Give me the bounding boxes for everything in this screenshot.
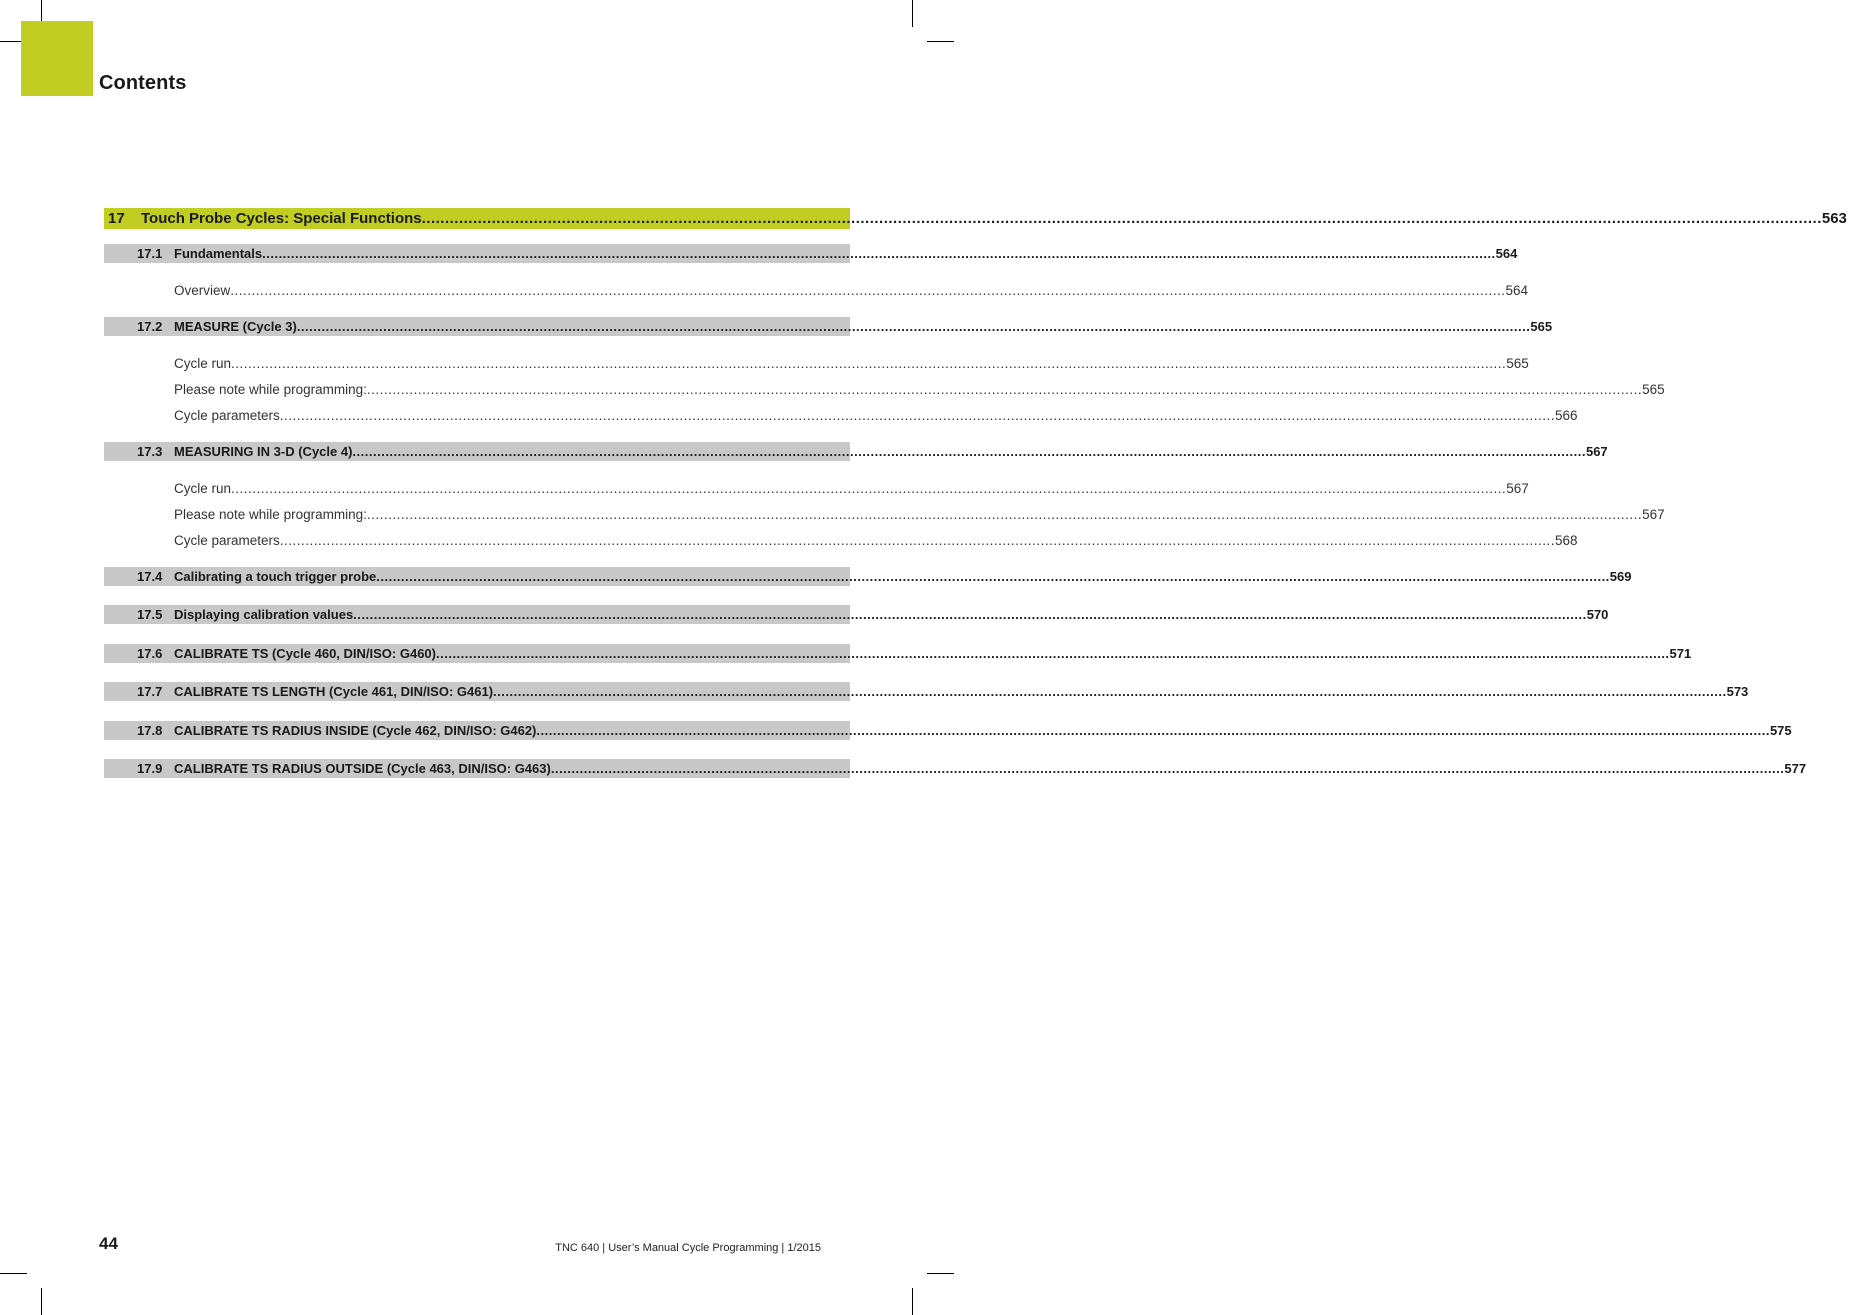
leader-dots: ............................................................................................................................................................................................................................................................................................................ <box>296 319 1531 334</box>
leader-dots: ............................................................................................................................................................................................................................................................................................................ <box>279 407 1556 423</box>
section-title: CALIBRATE TS RADIUS INSIDE (Cycle 462, DIN/ISO: G462) <box>174 723 537 738</box>
leader-dots: ............................................................................................................................................................................................................................................................................................................ <box>536 723 1770 738</box>
section-number: 17.9 <box>137 761 163 776</box>
toc-item-row[interactable] <box>104 380 1665 398</box>
leader-dots: ............................................................................................................................................................................................................................................................................................................ <box>231 355 1507 371</box>
toc-item-row[interactable] <box>104 406 1578 424</box>
item-title: Please note while programming: <box>174 381 367 397</box>
toc-item-row[interactable] <box>104 281 1529 299</box>
section-title: Calibrating a touch trigger probe <box>174 569 377 584</box>
section-number: 17.6 <box>137 646 163 661</box>
section-title: MEASURE (Cycle 3) <box>174 319 297 334</box>
toc-item-row[interactable] <box>104 505 1665 523</box>
crop-mark <box>41 1288 42 1315</box>
section-page: 575 <box>1769 723 1792 738</box>
leader-dots: ............................................................................................................................................................................................................................................................................................................ <box>262 246 1496 261</box>
item-title: Cycle parameters <box>174 532 280 548</box>
crop-mark <box>912 1288 913 1315</box>
item-title: Cycle parameters <box>174 407 280 423</box>
toc-item-row[interactable] <box>104 479 1529 497</box>
leader-dots: ............................................................................................................................................................................................................................................................................................................ <box>550 761 1785 776</box>
item-title: Overview <box>174 282 231 298</box>
chapter-accent-block <box>21 21 93 96</box>
section-page: 571 <box>1669 646 1692 661</box>
item-page: 568 <box>1555 532 1578 548</box>
leader-dots: ............................................................................................................................................................................................................................................................................................................ <box>366 381 1643 397</box>
section-title: Fundamentals <box>174 246 263 261</box>
leader-dots: ............................................................................................................................................................................................................................................................................................................ <box>353 607 1587 622</box>
toc-section-row[interactable] <box>104 244 1518 263</box>
section-number: 17.8 <box>137 723 163 738</box>
document-footer: TNC 640 | User’s Manual Cycle Programming | 1/2015 <box>555 1242 821 1254</box>
toc-section-row[interactable] <box>104 682 1749 701</box>
toc-chapter-row[interactable] <box>104 208 1847 229</box>
toc-section-row[interactable] <box>104 644 1692 663</box>
toc-section-row[interactable] <box>104 759 1807 778</box>
toc-section-row[interactable] <box>104 442 1608 461</box>
section-number: 17.4 <box>137 569 163 584</box>
item-page: 567 <box>1642 506 1665 522</box>
section-title: CALIBRATE TS RADIUS OUTSIDE (Cycle 463, DIN/ISO: G463) <box>174 761 551 776</box>
leader-dots: ............................................................................................................................................................................................................................................................................................................ <box>421 210 1822 227</box>
leader-dots: ............................................................................................................................................................................................................................................................................................................ <box>376 569 1610 584</box>
leader-dots: ............................................................................................................................................................................................................................................................................................................ <box>366 506 1643 522</box>
item-page: 565 <box>1506 355 1529 371</box>
chapter-page: 563 <box>1821 210 1847 227</box>
leader-dots: ............................................................................................................................................................................................................................................................................................................ <box>436 646 1670 661</box>
section-number: 17.1 <box>137 246 163 261</box>
section-page: 565 <box>1530 319 1553 334</box>
item-page: 564 <box>1505 282 1529 298</box>
chapter-title: Touch Probe Cycles: Special Functions <box>141 210 422 227</box>
section-number: 17.7 <box>137 684 163 699</box>
page-title: Contents <box>99 72 187 94</box>
item-title: Please note while programming: <box>174 506 367 522</box>
crop-mark <box>0 1273 27 1274</box>
leader-dots: ............................................................................................................................................................................................................................................................................................................ <box>493 684 1727 699</box>
section-page: 570 <box>1586 607 1609 622</box>
toc-section-row[interactable] <box>104 605 1609 624</box>
chapter-number: 17 <box>108 210 125 227</box>
section-title: MEASURING IN 3-D (Cycle 4) <box>174 444 353 459</box>
section-number: 17.3 <box>137 444 163 459</box>
crop-mark <box>927 1273 954 1274</box>
section-title: Displaying calibration values <box>174 607 354 622</box>
section-page: 569 <box>1609 569 1632 584</box>
section-number: 17.2 <box>137 319 163 334</box>
crop-mark <box>912 0 913 27</box>
section-page: 577 <box>1784 761 1807 776</box>
crop-mark <box>927 41 954 42</box>
item-page: 566 <box>1555 407 1578 423</box>
item-title: Cycle run <box>174 480 232 496</box>
leader-dots: ............................................................................................................................................................................................................................................................................................................ <box>231 480 1507 496</box>
toc-item-row[interactable] <box>104 531 1578 549</box>
toc-section-row[interactable] <box>104 721 1792 740</box>
leader-dots: ............................................................................................................................................................................................................................................................................................................ <box>230 282 1506 298</box>
page-number: 44 <box>99 1234 118 1253</box>
section-number: 17.5 <box>137 607 163 622</box>
item-page: 565 <box>1642 381 1665 397</box>
item-page: 567 <box>1506 480 1529 496</box>
section-page: 567 <box>1585 444 1608 459</box>
section-page: 564 <box>1495 246 1518 261</box>
section-title: CALIBRATE TS (Cycle 460, DIN/ISO: G460) <box>174 646 436 661</box>
toc-item-row[interactable] <box>104 354 1529 372</box>
toc-section-row[interactable] <box>104 317 1553 336</box>
toc-section-row[interactable] <box>104 567 1632 586</box>
section-title: CALIBRATE TS LENGTH (Cycle 461, DIN/ISO: G461) <box>174 684 494 699</box>
item-title: Cycle run <box>174 355 232 371</box>
leader-dots: ............................................................................................................................................................................................................................................................................................................ <box>352 444 1586 459</box>
section-page: 573 <box>1726 684 1749 699</box>
leader-dots: ............................................................................................................................................................................................................................................................................................................ <box>279 532 1556 548</box>
